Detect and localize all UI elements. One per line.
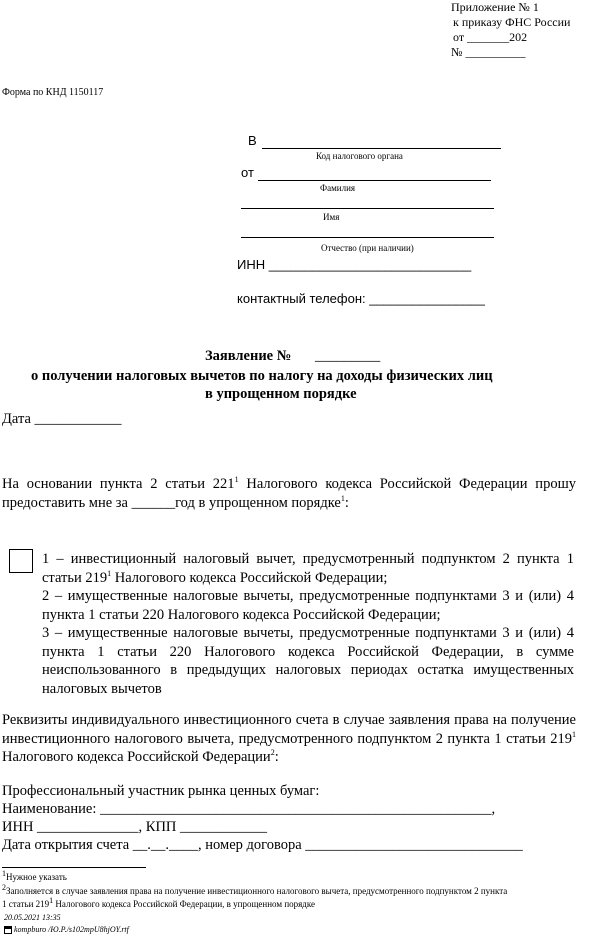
- participant-inn-kpp: ИНН ______________, КПП ____________: [2, 819, 268, 835]
- title-line1: Заявление №: [205, 348, 292, 364]
- title-line3: в упрощенном порядке: [205, 386, 357, 402]
- from-prefix: от: [241, 165, 254, 180]
- timestamp: 20.05.2021 13:35: [4, 913, 61, 922]
- patronymic-caption: Отчество (при наличии): [321, 243, 414, 253]
- account-open-date: Дата открытия счета __.__.____, номер договора ______________________________: [2, 837, 523, 853]
- intro-paragraph: На основании пункта 2 статьи $221^1$ Налогового кодекса Российской Федерации прошу предоставить мне за ______год в упрощенном порядке$^1$:: [2, 475, 576, 511]
- deduction-type-checkbox[interactable]: [9, 549, 33, 573]
- participant-heading: Профессиональный участник рынка ценных бумаг:: [2, 783, 320, 799]
- footnote-separator: [2, 867, 146, 868]
- footnote-2-cont: 1 статьи $219^1$ Налогового кодекса Российской Федерации, в упрощенном порядке: [2, 896, 316, 909]
- save-icon: [4, 926, 12, 934]
- form-code: Форма по КНД 1150117: [2, 87, 104, 98]
- to-prefix: В: [248, 133, 257, 148]
- inn-field: ИНН ____________________________: [237, 257, 472, 272]
- title-line2: о получении налоговых вычетов по налогу на доходы физических лиц: [31, 368, 493, 384]
- order-date: от _______202: [453, 30, 528, 44]
- tax-authority-line: [262, 148, 501, 149]
- requisites-paragraph: Реквизиты индивидуального инвестиционного счета в случае заявления права на получение инвестиционного налогового вычета, предусмотренного подпунктом 2 пункта 1 статьи $219^1$ Налогового кодекса Российской Федерации$^2$:: [2, 712, 576, 765]
- patronymic-line: [241, 237, 494, 238]
- order-label: к приказу ФНС России: [453, 15, 571, 29]
- option-1: 1 – инвестиционный налоговый вычет, предусмотренный подпунктом 2 пункта 1 статьи $219^1$ Налогового кодекса Российской Федерации;: [42, 551, 574, 586]
- surname-caption: Фамилия: [320, 183, 356, 193]
- appendix-label: Приложение № 1: [451, 0, 539, 14]
- phone-field: контактный телефон: ________________: [237, 291, 485, 306]
- date-field: Дата ____________: [2, 411, 122, 427]
- name-caption: Имя: [323, 212, 340, 222]
- option-2: 2 – имущественные налоговые вычеты, предусмотренные подпунктами 3 и (или) 4 пункта 1 статьи 220 Налогового кодекса Российской Федерации;: [42, 588, 574, 623]
- footnote-2: $^2$Заполняется в случае заявления права на получение инвестиционного налогового вычета, предусмотренного подпунктом 2 пункта: [2, 883, 508, 896]
- option-3: 3 – имущественные налоговые вычеты, предусмотренные подпунктами 3 и (или) 4 пункта 1 статьи 220 Налогового кодекса Российской Федерации, в сумме неиспользованного в предыдущих налоговых периодах остатка имущественных налоговых вычетов: [42, 625, 574, 697]
- name-line: [241, 208, 494, 209]
- surname-line: [258, 180, 491, 181]
- participant-name: Наименование: ______________________________________________________,: [2, 801, 496, 817]
- title-number-blank: _________: [315, 348, 381, 364]
- tax-code-caption: Код налогового органа: [316, 151, 403, 161]
- order-number: № __________: [451, 45, 526, 59]
- file-reference: kompburo /Ю.Р./s102mpU8hjOY.rtf: [4, 925, 129, 934]
- footnote-1: $^1$Нужное указать: [2, 869, 67, 882]
